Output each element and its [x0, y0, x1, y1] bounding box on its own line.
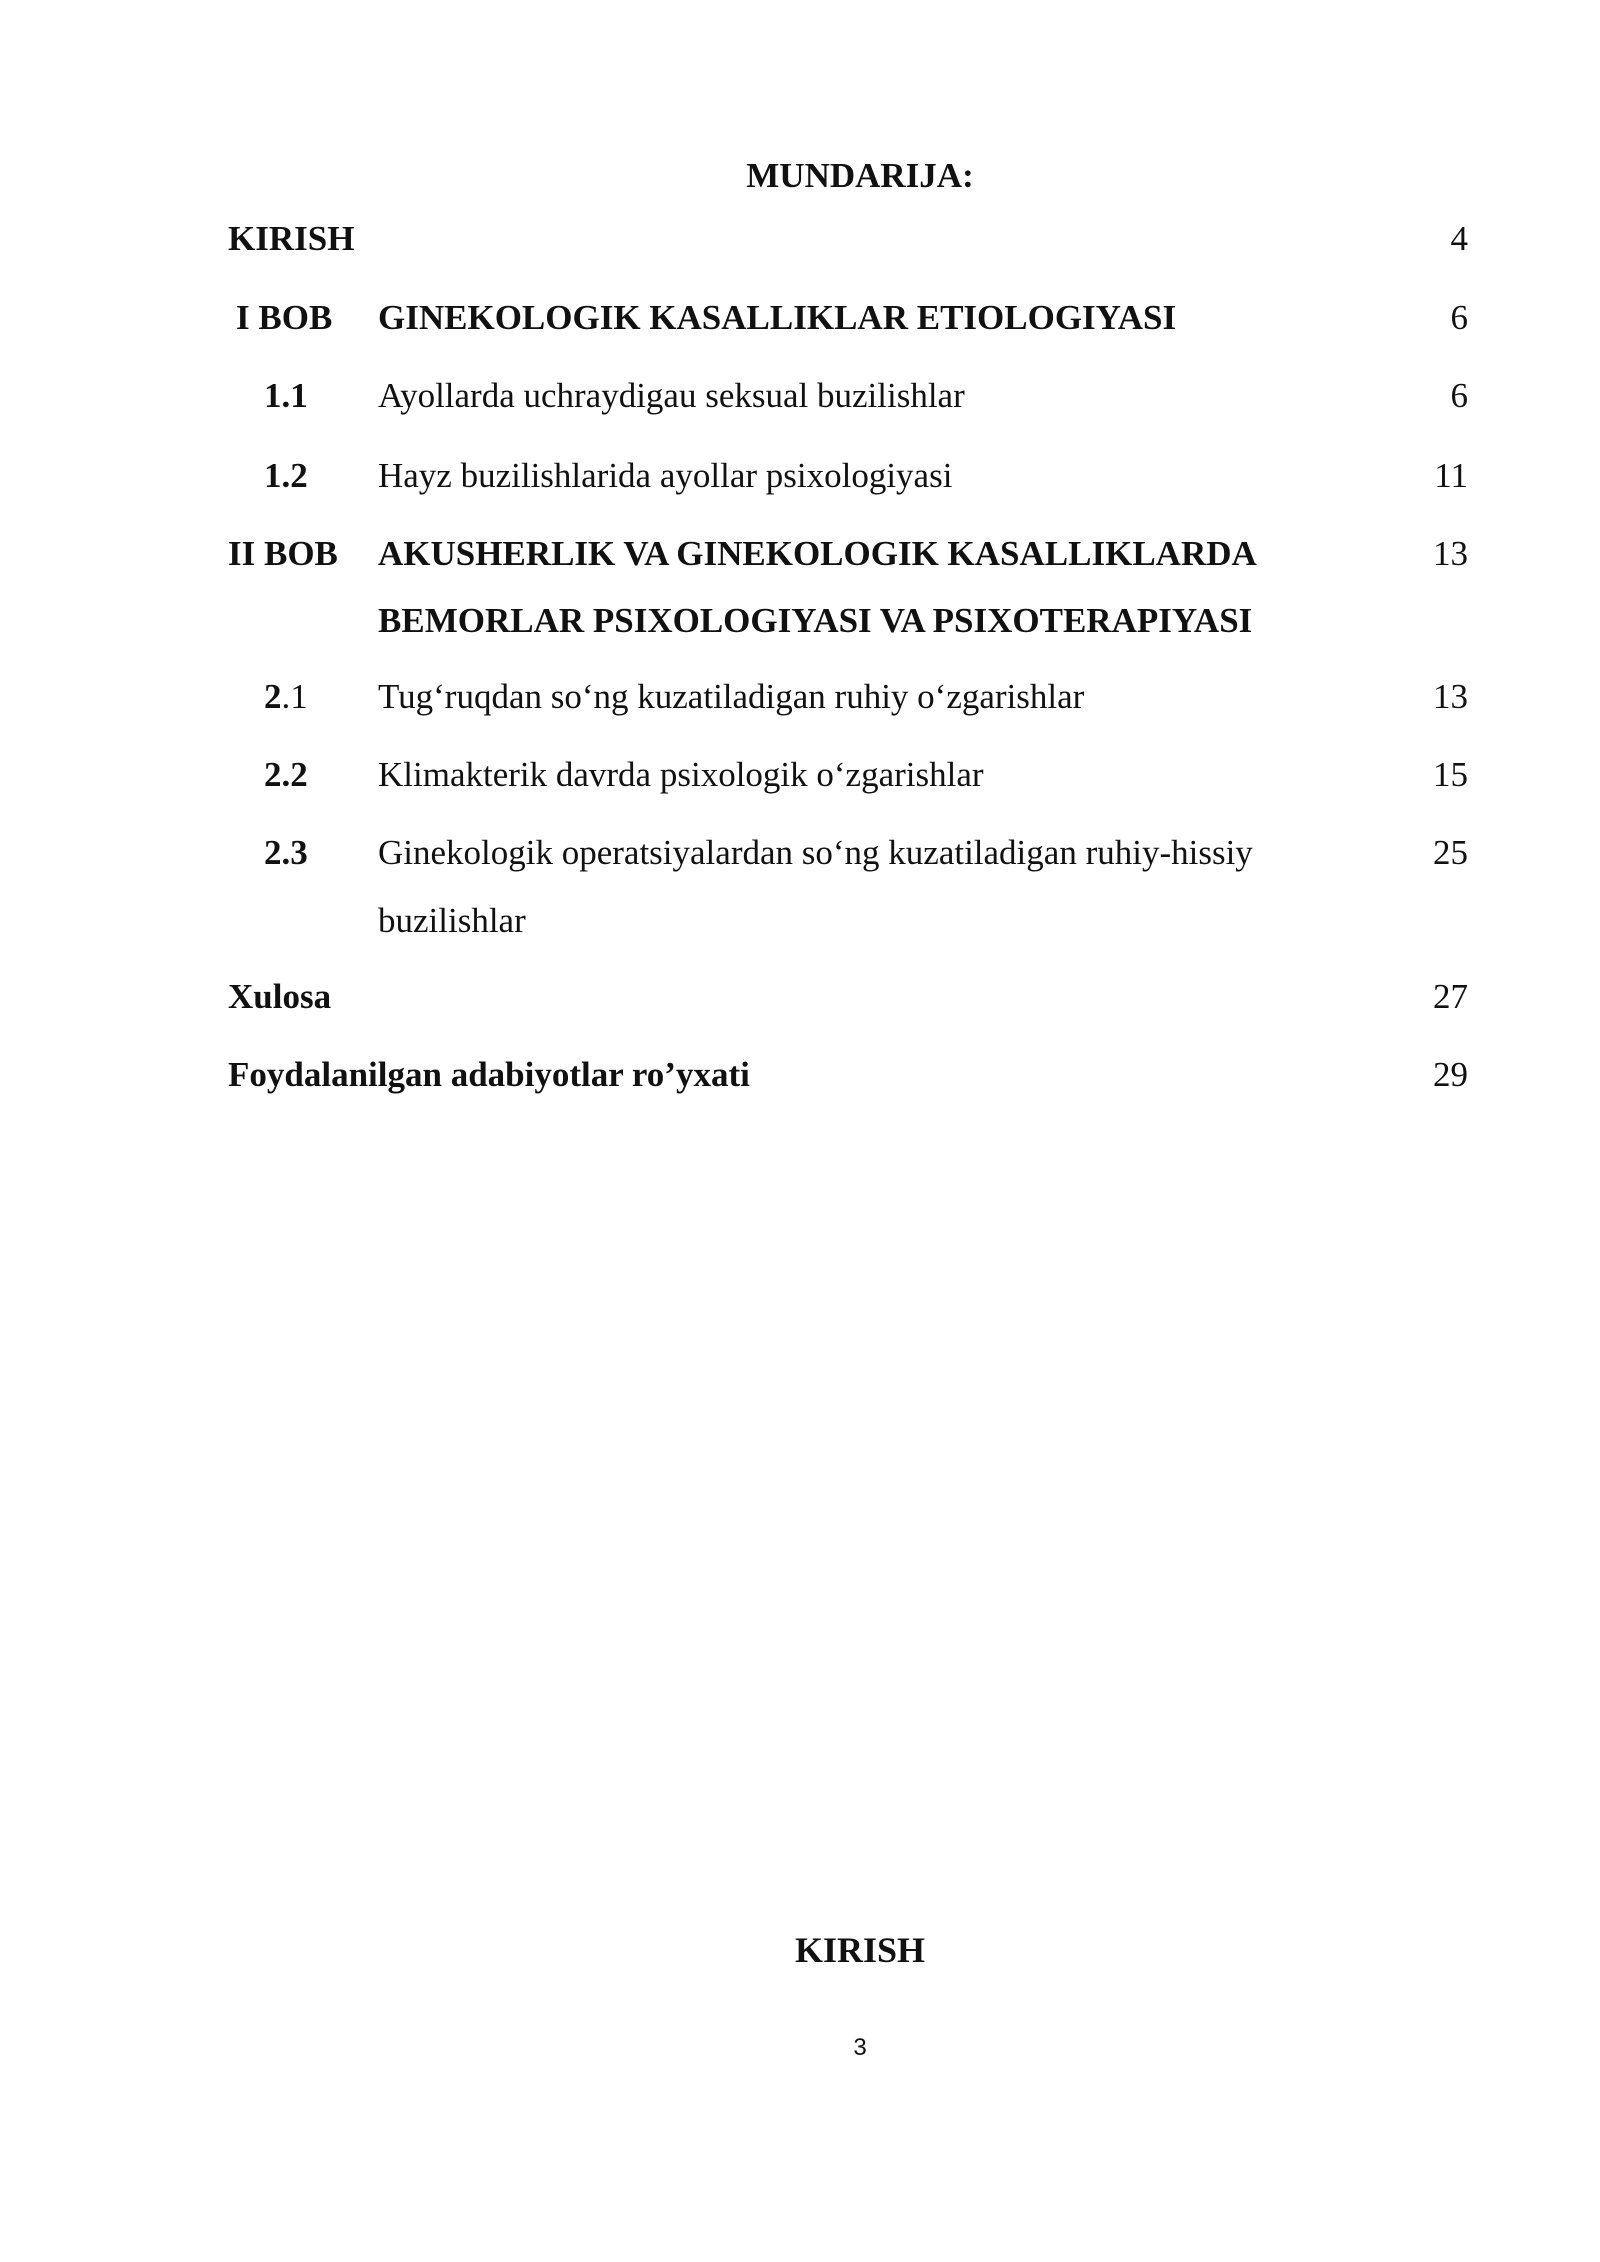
toc-entry-title: Hayz buzilishlarida ayollar psixologiyasi [378, 456, 953, 495]
toc-entry-page: 6 [1450, 298, 1468, 337]
toc-entry-page: 25 [1433, 833, 1468, 872]
toc-entry-title-line-1: AKUSHERLIK VA GINEKOLOGIK KASALLIKLARDA [378, 534, 1257, 573]
toc-entry-title: GINEKOLOGIK KASALLIKLAR ETIOLOGIYASI [378, 298, 1177, 337]
toc-entry-page: 6 [1450, 376, 1468, 415]
toc-entry-page: 11 [1434, 456, 1468, 495]
toc-entry-page: 13 [1433, 677, 1468, 716]
page-number: 3 [853, 2034, 867, 2061]
toc-entry-label: Foydalanilgan adabiyotlar ro’yxati [228, 1055, 750, 1094]
toc-entry-number [264, 664, 308, 730]
toc-entry-title-line-2: BEMORLAR PSIXOLOGIYASI VA PSIXOTERAPIYASI [378, 601, 1253, 640]
toc-entry-title: Ayollarda uchraydigau seksual buzilishlar [378, 376, 965, 415]
toc-entry-title: Tug‘ruqdan so‘ng kuzatiladigan ruhiy o‘zgarishlar [378, 677, 1085, 716]
toc-entry-label: KIRISH [228, 219, 355, 258]
toc-entry-number: II BOB [228, 534, 338, 573]
section-heading: KIRISH [794, 1930, 926, 1970]
toc-entry-page: 15 [1433, 755, 1468, 794]
toc-entry-page: 13 [1433, 534, 1468, 573]
toc-entry-number: 1.2 [264, 456, 308, 495]
toc-entry-number: 2.3 [264, 833, 308, 872]
toc-entry-number: 2.2 [264, 755, 308, 794]
toc-entry-number-bold: 2 [264, 677, 282, 716]
toc-entry-number: 1.1 [264, 376, 308, 415]
toc-entry-page: 4 [1450, 219, 1468, 258]
toc-entry-page: 27 [1433, 977, 1468, 1016]
toc-entry-number-rest: .1 [281, 677, 308, 716]
toc-entry-label: Xulosa [228, 977, 332, 1016]
toc-title: MUNDARIJA: [746, 156, 974, 195]
toc-entry-title-line-2: buzilishlar [378, 901, 526, 940]
toc-entry-title-line-1: Ginekologik operatsiyalardan so‘ng kuzatiladigan ruhiy-hissiy [378, 833, 1253, 872]
toc-entry-title: Klimakterik davrda psixologik o‘zgarishlar [378, 755, 984, 794]
toc-entry-number: I BOB [236, 298, 333, 337]
toc-entry-page: 29 [1433, 1055, 1468, 1094]
